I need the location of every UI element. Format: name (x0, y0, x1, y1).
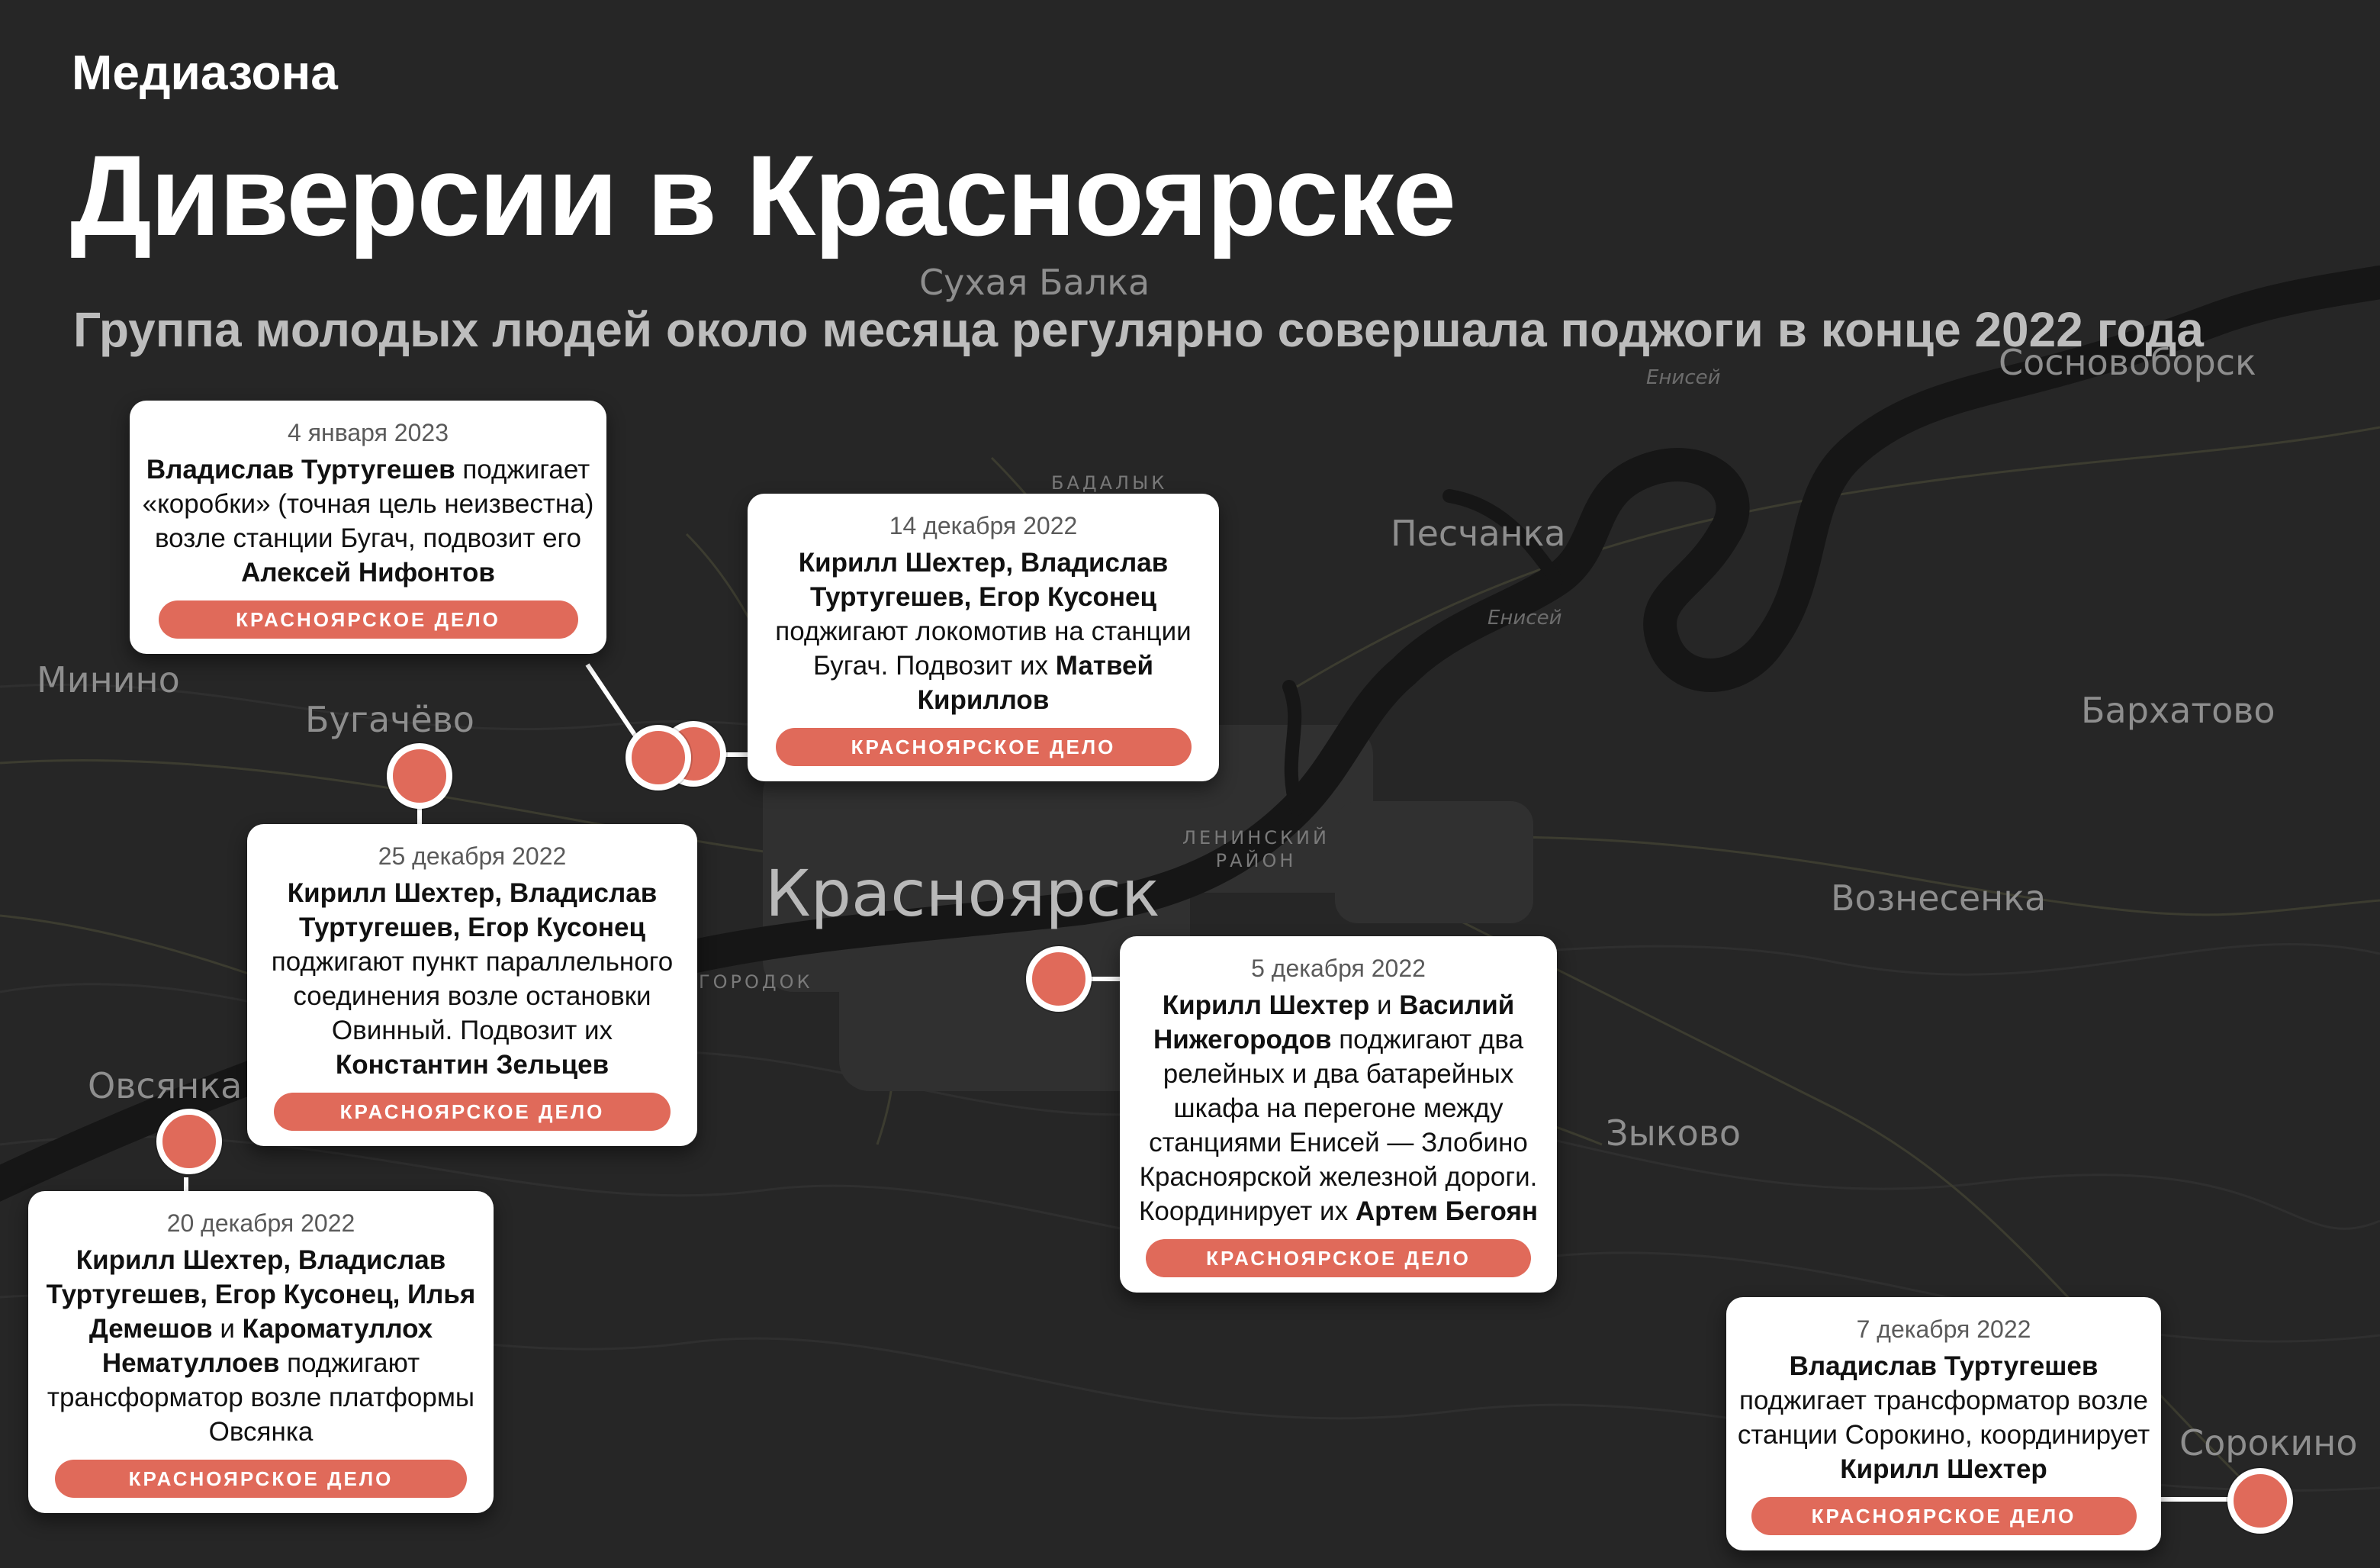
event-text: и (212, 1314, 243, 1344)
event-marker[interactable] (2227, 1468, 2293, 1534)
event-date: 7 декабря 2022 (1856, 1315, 2031, 1343)
case-badge[interactable]: КРАСНОЯРСКОЕ ДЕЛО (55, 1460, 467, 1498)
map-label-badalyk: БАДАЛЫК (1051, 472, 1168, 494)
event-card (28, 1191, 494, 1513)
event-marker[interactable] (387, 743, 452, 809)
event-date: 14 декабря 2022 (889, 512, 1078, 539)
case-badge[interactable]: КРАСНОЯРСКОЕ ДЕЛО (159, 600, 578, 639)
person-name: Кароматуллох Нематуллоев (101, 1314, 433, 1378)
event-marker[interactable] (626, 725, 691, 790)
map-label-yenisei-north: Енисей (1646, 366, 1721, 389)
person-name: Алексей Нифонтов (241, 558, 495, 588)
event-text: поджигают два релейных и два батарейных шкафа на перегоне между станциями Енисей — Злобино Красноярской железной дороги. Координирует их (1138, 1025, 1538, 1226)
event-marker[interactable] (1026, 946, 1092, 1012)
event-text: и (1369, 990, 1400, 1020)
case-badge[interactable]: КРАСНОЯРСКОЕ ДЕЛО (1751, 1497, 2137, 1535)
event-text: поджигают трансформатор возле платформы Овсянка (47, 1348, 475, 1447)
case-badge[interactable]: КРАСНОЯРСКОЕ ДЕЛО (776, 728, 1192, 766)
map-label-minino: Минино (37, 659, 180, 700)
map-label-sukhaya-balka: Сухая Балка (919, 262, 1150, 303)
case-badge[interactable]: КРАСНОЯРСКОЕ ДЕЛО (274, 1093, 671, 1131)
event-date: 25 декабря 2022 (378, 842, 567, 870)
event-text: поджигают пункт параллельного соединения возле остановки Овинный. Подвозит их (271, 947, 674, 1045)
map-label-sosnovoborsk: Сосновоборск (1999, 342, 2256, 383)
map-label-gorodok: ГОРОДОК (699, 971, 813, 993)
event-date: 4 января 2023 (288, 419, 449, 446)
event-text: поджигает «коробки» (точная цель неизвестна) возле станции Бугач, подвозит его (142, 455, 594, 553)
event-description (1130, 988, 1546, 1228)
person-name: Матвей Кириллов (917, 651, 1153, 715)
event-card (130, 401, 606, 654)
person-name: Кирилл Шехтер, Владислав Туртугешев, Егор Кусонец (287, 878, 658, 942)
brand-logo: Медиазона (72, 45, 338, 100)
page-title: Диверсии в Красноярске (70, 131, 1455, 259)
person-name: Кирилл Шехтер (1840, 1454, 2047, 1484)
event-text: поджигает трансформатор возле станции Сорокино, координирует (1737, 1386, 2150, 1450)
event-card (1120, 936, 1557, 1293)
event-marker[interactable] (156, 1109, 222, 1174)
page-subtitle: Группа молодых людей около месяца регулярно совершала поджоги в конце 2022 года (73, 302, 2204, 357)
case-badge[interactable]: КРАСНОЯРСКОЕ ДЕЛО (1146, 1239, 1531, 1277)
map-label-peschanka: Песчанка (1391, 513, 1566, 554)
map-label-barkhatovo: Бархатово (2081, 690, 2275, 731)
person-name: Владислав Туртугешев (146, 455, 455, 485)
event-description (1737, 1349, 2150, 1486)
map-label-krasnoyarsk: Красноярск (765, 856, 1160, 931)
person-name: Кирилл Шехтер, Владислав Туртугешев, Егор Кусонец, Илья Демешов (46, 1245, 476, 1344)
map-label-ovsyanka: Овсянка (88, 1065, 243, 1106)
person-name: Владислав Туртугешев (1789, 1351, 2099, 1381)
event-card (247, 824, 697, 1146)
event-description (758, 546, 1208, 717)
event-date: 20 декабря 2022 (166, 1209, 355, 1237)
person-name: Василий Нижегородов (1153, 990, 1515, 1054)
event-description (258, 876, 687, 1082)
map-label-zykovo: Зыково (1606, 1112, 1741, 1154)
map-label-bugachevo: Бугачёво (305, 699, 474, 740)
map-label-leninsky-district: ЛЕНИНСКИЙ РАЙОН (1182, 827, 1330, 871)
person-name: Константин Зельцев (335, 1050, 609, 1080)
person-name: Кирилл Шехтер, Владислав Туртугешев, Егор Кусонец (798, 548, 1169, 612)
event-card (748, 494, 1219, 781)
map-label-sorokino: Сорокино (2179, 1422, 2358, 1463)
map-label-yenisei-center: Енисей (1488, 607, 1562, 629)
event-date: 5 декабря 2022 (1251, 955, 1426, 982)
event-description (140, 452, 596, 590)
person-name: Артем Бегоян (1355, 1196, 1539, 1226)
person-name: Кирилл Шехтер (1162, 990, 1370, 1020)
event-description (39, 1243, 483, 1449)
event-card (1726, 1297, 2161, 1550)
event-text: поджигают локомотив на станции Бугач. Подвозит их (775, 617, 1192, 681)
map-label-voznesenka: Вознесенка (1831, 877, 2047, 919)
